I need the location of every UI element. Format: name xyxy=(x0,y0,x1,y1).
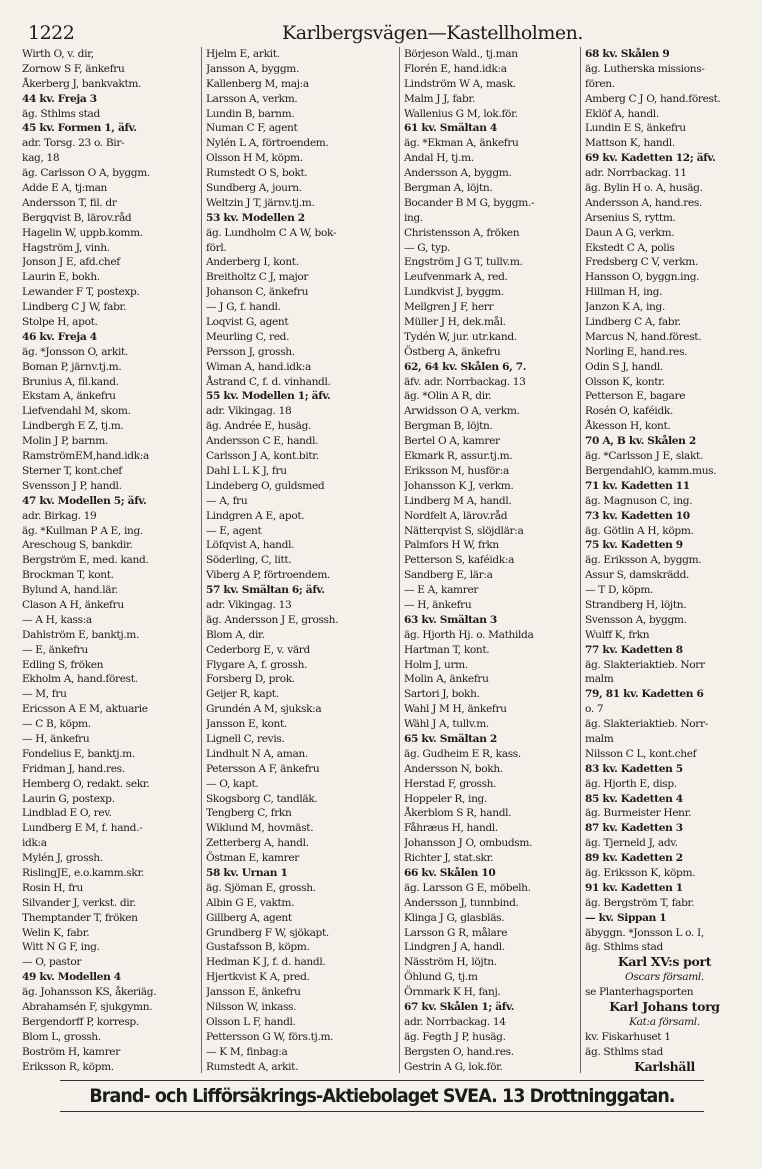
directory-entry: Tydén W, jur. utr.kand. xyxy=(404,330,517,343)
directory-entry: äg. Slakteriaktieb. Norr- xyxy=(585,718,708,731)
directory-entry: äfv. adr. Norrbackag. 13 xyxy=(404,375,526,388)
directory-entry: Blom A, dir. xyxy=(206,628,265,641)
directory-entry: Jonson J E, afd.chef xyxy=(22,256,120,269)
directory-entry: äg. *Jonsson O, arkit. xyxy=(22,345,128,358)
directory-entry: Johansson J O, ombudsm. xyxy=(404,837,533,850)
directory-entry: Sartori J, bokh. xyxy=(404,688,480,701)
directory-entry: Jansson E, kont. xyxy=(206,718,287,731)
directory-entry: adr. Norrbackag. 11 xyxy=(585,167,687,180)
directory-entry: 61 kv. Smältan 4 xyxy=(404,122,497,135)
directory-entry: äg. Lundholm C A W, bok- xyxy=(206,226,337,239)
directory-entry: Fåhræus H, handl. xyxy=(404,822,498,835)
directory-entry: Brockman T, kont. xyxy=(22,569,114,582)
directory-entry: Grundberg F W, sjökapt. xyxy=(206,926,329,939)
directory-entry: — K M, finbag:a xyxy=(206,1045,288,1058)
directory-entry: Ericsson A E M, aktuarie xyxy=(22,703,148,716)
directory-entry: Wiman A, hand.idk:a xyxy=(206,360,311,373)
directory-entry: — O, pastor xyxy=(22,956,82,969)
directory-entry: Richter J, stat.skr. xyxy=(404,852,494,865)
directory-entry: Persson J, grossh. xyxy=(206,345,295,358)
directory-entry: äg. Fegth J P, husäg. xyxy=(404,1030,506,1043)
directory-entry: 66 kv. Skålen 10 xyxy=(404,866,496,879)
directory-entry: adr. Torsg. 23 o. Bir- xyxy=(22,137,125,150)
directory-entry: Hedman K J, f. d. handl. xyxy=(206,956,326,969)
directory-entry: 63 kv. Smältan 3 xyxy=(404,613,497,626)
directory-entry: Ekstedt C A, polis xyxy=(585,241,675,254)
directory-entry: Andersson A, byggm. xyxy=(404,167,512,180)
directory-entry: Lewander F T, postexp. xyxy=(22,286,140,299)
directory-entry: Witt N G F, ing. xyxy=(22,941,100,954)
directory-entry: äg. Andersson J E, grossh. xyxy=(206,613,339,626)
directory-entry: Numan C F, agent xyxy=(206,122,298,135)
directory-entry: Nätterqvist S, slöjdlär:a xyxy=(404,524,524,537)
directory-entry: Ekmark R, assur.tj.m. xyxy=(404,450,513,463)
directory-entry: Weltzin J T, järnv.tj.m. xyxy=(206,196,315,209)
directory-entry: Löfqvist A, handl. xyxy=(206,539,295,552)
directory-entry: 45 kv. Formen 1, äfv. xyxy=(22,122,137,135)
directory-entry: Ekholm A, hand.förest. xyxy=(22,673,138,686)
directory-entry: Brunius A, fil.kand. xyxy=(22,375,119,388)
directory-entry: Oscars församl. xyxy=(625,971,704,984)
directory-entry: Albin G E, vaktm. xyxy=(206,896,295,909)
directory-entry: Skogsborg C, tandläk. xyxy=(206,792,318,805)
directory-entry: Lundin B, barnm. xyxy=(206,107,295,120)
directory-entry: Wirth O, v. dir, xyxy=(22,48,94,60)
directory-entry: — M, fru xyxy=(22,688,67,701)
directory-entry: Edling S, fröken xyxy=(22,658,104,671)
directory-entry: äg. Bergström T, fabr. xyxy=(585,896,695,909)
directory-entry: — A, fru xyxy=(206,494,248,507)
directory-entry: Loqvist G, agent xyxy=(206,316,289,329)
directory-columns xyxy=(18,47,748,1073)
directory-entry: Larsson G R, målare xyxy=(404,926,508,939)
directory-entry: Liefvendahl M, skom. xyxy=(22,405,131,418)
directory-entry: 83 kv. Kadetten 5 xyxy=(585,762,683,775)
directory-entry: Nordfelt A, lärov.råd xyxy=(404,509,508,522)
directory-entry: Lindbergh E Z, tj.m. xyxy=(22,420,124,433)
directory-entry: — E A, kamrer xyxy=(404,584,479,597)
directory-entry: Svensson A, byggm. xyxy=(585,613,687,626)
directory-entry: Larsson A, verkm. xyxy=(206,92,298,105)
directory-entry: Andersson N, bokh. xyxy=(404,762,503,775)
directory-entry: äg. Gudheim E R, kass. xyxy=(404,747,521,760)
directory-entry: Laurin G, postexp. xyxy=(22,792,115,805)
directory-entry: äg. Eriksson K, köpm. xyxy=(585,866,696,879)
directory-entry: Lundberg E M, f. hand.- xyxy=(22,822,143,835)
directory-entry: 44 kv. Freja 3 xyxy=(22,92,97,105)
directory-entry: äg. Hjorth E, disp. xyxy=(585,777,677,790)
directory-entry: Adde E A, tj:man xyxy=(22,182,108,195)
directory-entry: Lindeberg O, guldsmed xyxy=(206,479,325,492)
directory-entry: — H, änkefru xyxy=(22,732,90,745)
directory-entry: Rumstedt A, arkit. xyxy=(206,1060,299,1073)
directory-entry: 75 kv. Kadetten 9 xyxy=(585,539,683,552)
directory-entry: Petterson S, kaféidk:a xyxy=(404,554,515,567)
directory-entry: Hagelin W, uppb.komm. xyxy=(22,226,143,239)
directory-entry: malm xyxy=(585,732,614,745)
directory-entry: Dahl L L K J, fru xyxy=(206,464,287,477)
directory-entry: kv. Fiskarhuset 1 xyxy=(585,1030,671,1043)
directory-entry: 68 kv. Skålen 9 xyxy=(585,48,670,60)
directory-entry: Molin A, änkefru xyxy=(404,673,489,686)
directory-entry: äg. Eriksson A, byggm. xyxy=(585,554,702,567)
directory-entry: Forsberg D, prok. xyxy=(206,673,295,686)
directory-entry: Wahl J M H, änkefru xyxy=(404,703,507,716)
directory-entry: Klinga J G, glasbläs. xyxy=(404,911,505,924)
directory-entry: — H, änkefru xyxy=(404,598,472,611)
directory-entry: Odin S J, handl. xyxy=(585,360,663,373)
directory-entry: Lindström W A, mask. xyxy=(404,77,516,90)
directory-entry: Dahlström E, banktj.m. xyxy=(22,628,139,641)
directory-entry: malm xyxy=(585,673,614,686)
directory-entry: Åstrand C, f. d. vinhandl. xyxy=(206,375,331,388)
directory-entry: Lindblad E O, rev. xyxy=(22,807,112,820)
directory-entry: äg. Tjerneld J, adv. xyxy=(585,837,678,850)
directory-entry: Christensson A, fröken xyxy=(404,226,520,239)
directory-entry: Janzon K A, ing. xyxy=(585,301,665,314)
directory-entry: Abrahamsén F, sjukgymn. xyxy=(22,1001,153,1013)
directory-entry: Grundén A M, sjuksk:a xyxy=(206,703,322,716)
directory-entry: Örnmark K H, fanj. xyxy=(404,986,501,999)
directory-entry: Lundkvist J, byggm. xyxy=(404,286,504,299)
column-1 xyxy=(18,47,201,1073)
directory-entry: Blom L, grossh. xyxy=(22,1030,101,1043)
directory-entry: Bocander B M G, byggm.- xyxy=(404,196,535,209)
directory-entry: äg. Johansson KS, åkeriäg. xyxy=(22,986,157,999)
directory-entry: Lignell C, revis. xyxy=(206,732,285,745)
directory-entry: Cederborg E, v. värd xyxy=(206,643,310,656)
directory-entry: Boström H, kamrer xyxy=(22,1045,120,1058)
directory-entry: Arsenius S, ryttm. xyxy=(585,211,676,224)
directory-entry: Hjelm E, arkit. xyxy=(206,48,280,60)
directory-entry: 49 kv. Modellen 4 xyxy=(22,971,121,984)
directory-entry: Mellgren J F, herr xyxy=(404,301,494,314)
page-header xyxy=(14,20,748,46)
directory-entry: Nylén L A, förtroendem. xyxy=(206,137,329,150)
directory-entry: äg. *Carlsson J E, slakt. xyxy=(585,450,703,463)
directory-entry: Olsson L F, handl. xyxy=(206,1015,296,1028)
directory-entry: 71 kv. Kadetten 11 xyxy=(585,479,690,492)
directory-entry: se Planterhagsporten xyxy=(585,986,694,999)
directory-entry: 62, 64 kv. Skålen 6, 7. xyxy=(404,360,527,373)
directory-entry: Östberg A, änkefru xyxy=(404,345,501,358)
directory-entry: Lindberg C J W, fabr. xyxy=(22,301,127,314)
directory-entry: Bergsten O, hand.res. xyxy=(404,1045,514,1058)
directory-entry: Sundberg A, journ. xyxy=(206,182,302,195)
directory-entry: Andersson J, tunnbind. xyxy=(404,896,519,909)
directory-entry: Lindhult N A, aman. xyxy=(206,747,308,760)
directory-entry: äg. Magnuson C, ing. xyxy=(585,494,693,507)
directory-entry: 67 kv. Skålen 1; äfv. xyxy=(404,1001,515,1013)
directory-entry: 70 A, B kv. Skålen 2 xyxy=(585,435,696,448)
directory-entry: Strandberg H, löjtn. xyxy=(585,598,687,611)
directory-entry: Carlsson J A, kont.bitr. xyxy=(206,450,319,463)
directory-entry: BergendahlO, kamm.mus. xyxy=(585,464,717,477)
directory-entry: Viberg A P, förtroendem. xyxy=(206,569,331,582)
directory-entry: äbyggn. *Jonsson L o. I, xyxy=(585,926,704,939)
directory-entry: Engström J G T, tullv.m. xyxy=(404,256,523,269)
directory-entry: — T D, köpm. xyxy=(585,584,654,597)
directory-entry: Östman E, kamrer xyxy=(206,852,299,865)
directory-entry: äg. Burmeister Henr. xyxy=(585,807,692,820)
directory-entry: 55 kv. Modellen 1; äfv. xyxy=(206,390,331,403)
directory-entry: äg. Slakteriaktieb. Norr xyxy=(585,658,705,671)
directory-entry: Nilsson W, inkass. xyxy=(206,1001,297,1013)
directory-entry: Anderberg I, kont. xyxy=(206,256,299,269)
directory-entry: Assur S, damskrädd. xyxy=(585,569,690,582)
directory-entry: Mylén J, grossh. xyxy=(22,852,103,865)
directory-entry: äg. Sthlms stad xyxy=(22,107,100,120)
directory-entry: Bergqvist B, lärov.råd xyxy=(22,211,132,224)
directory-entry: Arwidsson O A, verkm. xyxy=(404,405,520,418)
directory-entry: Amberg C J O, hand.förest. xyxy=(585,92,721,105)
directory-entry: Gustafsson B, köpm. xyxy=(206,941,310,954)
directory-entry: Kallenberg M, maj:a xyxy=(206,77,309,90)
directory-entry: Andersson A, hand.res. xyxy=(585,196,702,209)
directory-entry: adr. Birkag. 19 xyxy=(22,509,97,522)
directory-entry: — G, typ. xyxy=(404,241,451,254)
directory-entry: 47 kv. Modellen 5; äfv. xyxy=(22,494,147,507)
footer-advertisement: Brand- och Lifförsäkrings-Aktiebolaget SVEA. 13 Drottninggatan. xyxy=(60,1080,704,1112)
directory-entry: 58 kv. Urnan 1 xyxy=(206,866,288,879)
directory-entry: Leufvenmark A, red. xyxy=(404,271,508,284)
directory-entry: Lindberg M A, handl. xyxy=(404,494,512,507)
directory-entry: äg. Andrée E, husäg. xyxy=(206,420,312,433)
directory-entry: Herstad F, grossh. xyxy=(404,777,497,790)
directory-entry: 79, 81 kv. Kadetten 6 xyxy=(585,688,704,701)
directory-entry: — C B, köpm. xyxy=(22,718,91,731)
directory-entry: äg. Sjöman E, grossh. xyxy=(206,881,316,894)
directory-entry: Florén E, hand.idk:a xyxy=(404,62,507,75)
directory-entry: kag, 18 xyxy=(22,152,60,165)
directory-entry: Lindgren J A, handl. xyxy=(404,941,505,954)
directory-entry: Bylund A, hand.lär. xyxy=(22,584,118,597)
directory-entry: Themptander T, fröken xyxy=(22,911,138,924)
directory-entry: Areschoug S, bankdir. xyxy=(22,539,133,552)
directory-entry: Zornow S F, änkefru xyxy=(22,62,125,75)
directory-entry: Hartman T, kont. xyxy=(404,643,490,656)
directory-entry: Laurin E, bokh. xyxy=(22,271,100,284)
directory-entry: Hjertkvist K A, pred. xyxy=(206,971,310,984)
directory-entry: Norling E, hand.res. xyxy=(585,345,688,358)
directory-entry: Silvander J, verkst. dir. xyxy=(22,896,136,909)
directory-entry: förl. xyxy=(206,241,227,254)
directory-entry: Wiklund M, hovmäst. xyxy=(206,822,314,835)
directory-entry: — A H, kass:a xyxy=(22,613,92,626)
directory-entry: Johanson C, änkefru xyxy=(206,286,309,299)
directory-entry: Börjeson Wald., tj.man xyxy=(404,48,518,60)
directory-entry: äg. Carlsson O A, byggm. xyxy=(22,167,150,180)
directory-entry: äg. Götlin A H, köpm. xyxy=(585,524,694,537)
directory-entry: Hillman H, ing. xyxy=(585,286,663,299)
directory-entry: äg. Larsson G E, möbelh. xyxy=(404,881,531,894)
directory-entry: Karlshäll xyxy=(634,1059,695,1073)
directory-entry: Hemberg O, redakt. sekr. xyxy=(22,777,150,790)
directory-entry: äg. Sthlms stad xyxy=(585,1045,663,1058)
directory-entry: adr. Norrbackag. 14 xyxy=(404,1015,506,1028)
directory-entry: Zetterberg A, handl. xyxy=(206,837,309,850)
directory-entry: äg. *Ekman A, änkefru xyxy=(404,137,519,150)
column-2 xyxy=(201,47,399,1073)
directory-entry: Meurling C, red. xyxy=(206,330,290,343)
directory-entry: Sandberg E, lär:a xyxy=(404,569,493,582)
directory-entry: Rumstedt O S, bokt. xyxy=(206,167,308,180)
directory-entry: Fondelius E, banktj.m. xyxy=(22,747,135,760)
directory-entry: — E, agent xyxy=(206,524,262,537)
directory-entry: Andal H, tj.m. xyxy=(404,152,474,165)
directory-entry: Breitholtz C J, major xyxy=(206,271,309,284)
directory-entry: 87 kv. Kadetten 3 xyxy=(585,822,683,835)
directory-entry: Palmfors H W, frkn xyxy=(404,539,499,552)
directory-entry: Åkerblom S R, handl. xyxy=(404,807,512,820)
directory-entry: Johansson K J, verkm. xyxy=(404,479,514,492)
directory-entry: Bergman A, löjtn. xyxy=(404,182,493,195)
directory-entry: 91 kv. Kadetten 1 xyxy=(585,881,683,894)
directory-entry: Malm J J, fabr. xyxy=(404,92,475,105)
directory-entry: adr. Vikingag. 13 xyxy=(206,598,292,611)
directory-entry: Bertel O A, kamrer xyxy=(404,435,500,448)
directory-entry: 53 kv. Modellen 2 xyxy=(206,211,305,224)
directory-entry: Bergman B, löjtn. xyxy=(404,420,493,433)
directory-entry: fören. xyxy=(585,77,615,90)
directory-entry: Jansson A, byggm. xyxy=(206,62,300,75)
directory-entry: 57 kv. Smältan 6; äfv. xyxy=(206,584,325,597)
directory-entry: o. 7 xyxy=(585,703,604,716)
directory-entry: Åkerberg J, bankvaktm. xyxy=(22,77,142,90)
directory-entry: Lundin E S, änkefru xyxy=(585,122,686,135)
column-3 xyxy=(399,47,580,1073)
directory-entry: Mattson K, handl. xyxy=(585,137,675,150)
directory-entry: Svensson J P, handl. xyxy=(22,479,122,492)
directory-entry: 85 kv. Kadetten 4 xyxy=(585,792,683,805)
directory-entry: äg. Sthlms stad xyxy=(585,941,663,954)
directory-entry: Gestrin A G, lok.för. xyxy=(404,1060,503,1073)
page-number: 1222 xyxy=(28,22,75,44)
directory-entry: Nilsson C L, kont.chef xyxy=(585,747,697,760)
directory-entry: 73 kv. Kadetten 10 xyxy=(585,509,690,522)
directory-entry: Jansson E, änkefru xyxy=(206,986,301,999)
directory-entry: — O, kapt. xyxy=(206,777,259,790)
directory-entry: Marcus N, hand.förest. xyxy=(585,330,702,343)
directory-entry: äg. *Kullman P A E, ing. xyxy=(22,524,143,537)
directory-entry: 65 kv. Smältan 2 xyxy=(404,732,497,745)
running-title: Karlbergsvägen—Kastellholmen. xyxy=(282,22,583,44)
directory-entry: Olsson K, kontr. xyxy=(585,375,665,388)
directory-entry: äg. Lutherska missions- xyxy=(585,62,705,75)
directory-entry: Bergström E, med. kand. xyxy=(22,554,149,567)
directory-entry: Fridman J, hand.res. xyxy=(22,762,125,775)
directory-entry: Eriksson M, husför:a xyxy=(404,464,509,477)
directory-entry: Molin J P, barnm. xyxy=(22,435,108,448)
directory-entry: adr. Vikingag. 18 xyxy=(206,405,292,418)
directory-entry: RamströmEM,hand.idk:a xyxy=(22,450,149,463)
directory-entry: Åkesson H, kont. xyxy=(585,420,671,433)
directory-entry: Geijer R, kapt. xyxy=(206,688,279,701)
directory-entry: Boman P, järnv.tj.m. xyxy=(22,360,122,373)
directory-entry: äg. Hjorth Hj. o. Mathilda xyxy=(404,628,534,641)
directory-entry: Stolpe H, apot. xyxy=(22,316,98,329)
directory-entry: Eriksson R, köpm. xyxy=(22,1060,114,1073)
directory-entry: Holm J, urm. xyxy=(404,658,468,671)
directory-entry: Andersson C E, handl. xyxy=(206,435,319,448)
directory-entry: Rosén O, kaféidk. xyxy=(585,405,673,418)
directory-entry: Flygare A, f. grossh. xyxy=(206,658,308,671)
directory-entry: Karl Johans torg xyxy=(609,1000,720,1014)
directory-entry: Tengberg C, frkn xyxy=(206,807,292,820)
directory-entry: Pettersson G W, förs.tj.m. xyxy=(206,1030,334,1043)
directory-entry: Hansson O, byggn.ing. xyxy=(585,271,700,284)
directory-entry: — kv. Sippan 1 xyxy=(585,911,667,924)
directory-entry: 46 kv. Freja 4 xyxy=(22,330,97,343)
directory-entry: Petterson E, bagare xyxy=(585,390,686,403)
directory-entry: Clason A H, änkefru xyxy=(22,598,124,611)
directory-entry: Wähl J A, tullv.m. xyxy=(404,718,489,731)
directory-entry: Wallenius G M, lok.för. xyxy=(404,107,518,120)
directory-entry: Ekstam A, änkefru xyxy=(22,390,116,403)
directory-entry: Fredsberg C V, verkm. xyxy=(585,256,698,269)
directory-entry: 77 kv. Kadetten 8 xyxy=(585,643,683,656)
directory-entry: äg. Bylin H o. A, husäg. xyxy=(585,182,703,195)
directory-entry: Hagström J, vinh. xyxy=(22,241,110,254)
directory-entry: Söderling, C, litt. xyxy=(206,554,292,567)
directory-entry: Eklöf A, handl. xyxy=(585,107,659,120)
directory-entry: 69 kv. Kadetten 12; äfv. xyxy=(585,152,716,165)
directory-entry: Näsström H, löjtn. xyxy=(404,956,497,969)
directory-entry: — J G, f. handl. xyxy=(206,301,281,314)
directory-entry: Olsson H M, köpm. xyxy=(206,152,303,165)
directory-entry: Gillberg A, agent xyxy=(206,911,292,924)
directory-entry: 89 kv. Kadetten 2 xyxy=(585,852,683,865)
directory-entry: Lindgren A E, apot. xyxy=(206,509,305,522)
directory-entry: ing. xyxy=(404,211,423,224)
directory-entry: Welin K, fabr. xyxy=(22,926,90,939)
directory-entry: Müller J H, dek.mål. xyxy=(404,316,506,329)
directory-entry: Hoppeler R, ing. xyxy=(404,792,488,805)
column-4 xyxy=(580,47,748,1073)
directory-entry: Andersson T, fil. dr xyxy=(22,196,117,209)
directory-entry: Kat:a församl. xyxy=(629,1015,700,1028)
directory-entry: — E, änkefru xyxy=(22,643,88,656)
directory-entry: Petersson A F, änkefru xyxy=(206,762,320,775)
directory-entry: Sterner T, kont.chef xyxy=(22,464,122,477)
directory-entry: Lindberg C A, fabr. xyxy=(585,316,681,329)
directory-entry: äg. *Olin A R, dir. xyxy=(404,390,492,403)
directory-entry: Bergendorff P, korresp. xyxy=(22,1015,139,1028)
directory-entry: RislingJE, e.o.kamm.skr. xyxy=(22,866,145,879)
directory-entry: Daun A G, verkm. xyxy=(585,226,675,239)
directory-entry: Öhlund G, tj.m xyxy=(404,971,478,984)
directory-entry: Rosin H, fru xyxy=(22,881,83,894)
directory-entry: Karl XV:s port xyxy=(617,955,712,970)
directory-entry: idk:a xyxy=(22,837,47,850)
directory-entry: Wulff K, frkn xyxy=(585,628,650,641)
